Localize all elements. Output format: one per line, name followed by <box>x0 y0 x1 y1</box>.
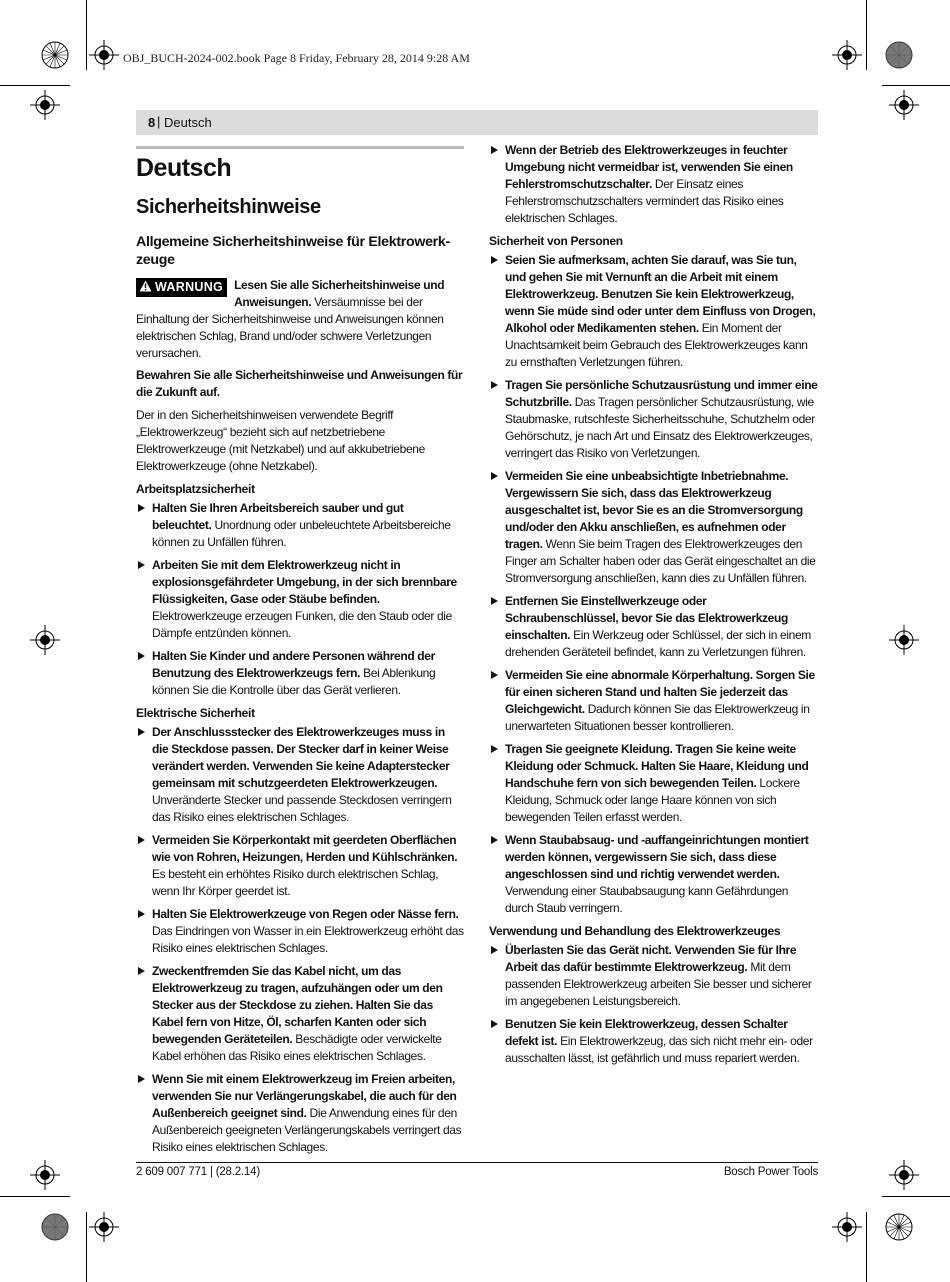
registration-mark-icon <box>40 40 70 70</box>
arrow-bullet-icon <box>138 561 145 569</box>
arrow-bullet-icon <box>491 597 498 605</box>
item-bold: Vermeiden Sie eine unbeabsichtigte Inbetriebnahme. Vergewissern Sie sich, dass das Elektrowerkzeug ausgeschaltet ist, bevor Sie es an die Stromversorgung und/oder den Akku anschließen, es aufnehmen oder tragen. <box>505 469 803 551</box>
crop-mark <box>0 1196 70 1197</box>
crop-mark <box>86 0 87 70</box>
section-heading-electrical: Elektrische Sicherheit <box>136 706 255 720</box>
target-mark-icon <box>889 90 919 120</box>
list-item <box>489 667 818 735</box>
list-item <box>136 1071 464 1156</box>
list-item <box>489 1016 818 1067</box>
registration-mark-icon <box>884 1212 914 1242</box>
item-text: Das Tragen persönlicher Schutzausrüstung, wie Staubmaske, rutschfeste Sicherheitsschuhe, Schutzhelm oder Gehörschutz, je nach Art und Einsatz des Elektrowerkzeuges, verringert das Risiko von Verletzungen. <box>505 395 815 460</box>
item-bold: Überlasten Sie das Gerät nicht. Verwenden Sie für Ihre Arbeit das dafür bestimmte Elektrowerkzeug. <box>505 943 797 974</box>
item-text: Die Anwendung eines für den Außenbereich geeigneten Verlängerungskabels verringert das Risiko eines elektrischen Schlages. <box>152 1106 462 1154</box>
item-bold: Der Anschlussstecker des Elektrowerkzeuges muss in die Steckdose passen. Der Stecker darf in keiner Weise verändert werden. Verwenden Sie keine Adapterstecker gemeinsam mit schutzgeerdeten Elektrowerkzeugen. <box>152 725 450 790</box>
usage-list <box>489 942 818 1067</box>
arrow-bullet-icon <box>491 671 498 679</box>
item-text: Dadurch können Sie das Elektrowerkzeug in unerwarteten Situationen besser kontrollieren. <box>505 702 810 733</box>
warning-badge-label: WARNUNG <box>155 280 224 294</box>
gray-registration-mark-icon <box>40 1212 70 1242</box>
print-slug: OBJ_BUCH-2024-002.book Page 8 Friday, February 28, 2014 9:28 AM <box>123 51 470 65</box>
item-bold: Seien Sie aufmerksam, achten Sie darauf, was Sie tun, und gehen Sie mit Vernunft an die Arbeit mit einem Elektrowerkzeug. Benutzen Sie kein Elektrowerkzeug, wenn Sie müde sind oder unter dem Einfluss von Drogen, Alkohol oder Medikamenten stehen. <box>505 253 816 335</box>
keep-notice: Bewahren Sie alle Sicherheitshinweise und Anweisungen für die Zukunft auf. <box>136 368 463 399</box>
crop-mark <box>866 0 867 70</box>
arrow-bullet-icon <box>491 381 498 389</box>
right-column <box>489 142 818 1073</box>
footer-doc-number: 2 609 007 771 | (28.2.14) <box>136 1166 260 1178</box>
list-item <box>489 593 818 661</box>
item-text: Mit dem passenden Elektrowerkzeug arbeiten Sie besser und sicherer im angegebenen Leistungsbereich. <box>505 960 812 1008</box>
item-text: Ein Moment der Unachtsamkeit beim Gebrauch des Elektrowerkzeuges kann zu ernsthaften Verletzungen führen. <box>505 321 808 369</box>
arrow-bullet-icon <box>491 256 498 264</box>
item-bold: Arbeiten Sie mit dem Elektrowerkzeug nicht in explosionsgefährdeter Umgebung, in der sich brennbare Flüssigkeiten, Gase oder Stäube befinden. <box>152 558 457 606</box>
electrical-list <box>136 724 464 1156</box>
list-item <box>489 142 818 227</box>
list-item <box>136 724 464 826</box>
arrow-bullet-icon <box>491 146 498 154</box>
arrow-bullet-icon <box>138 910 145 918</box>
item-text: Das Eindringen von Wasser in ein Elektrowerkzeug erhöht das Risiko eines elektrischen Schlages. <box>152 924 464 955</box>
definition-paragraph: Der in den Sicherheitshinweisen verwendete Begriff „Elektrowerkzeug“ bezieht sich auf netzbetriebene Elektrowerkzeuge (mit Netzkabel) und auf akkubetriebene Elektrowerkzeuge (ohne Netzkabel). <box>136 408 425 473</box>
item-text: Bei Ablenkung können Sie die Kontrolle über das Gerät verlieren. <box>152 666 436 697</box>
item-text: Der Einsatz eines Fehlerstromschutzschalters vermindert das Risiko eines elektrischen Schlages. <box>505 177 784 225</box>
arrow-bullet-icon <box>491 946 498 954</box>
arrow-bullet-icon <box>138 967 145 975</box>
target-mark-icon <box>30 1160 60 1190</box>
section-heading-usage: Verwendung und Behandlung des Elektrowerkzeuges <box>489 924 781 938</box>
list-item <box>136 648 464 699</box>
list-item <box>489 832 818 917</box>
subsection-title: Allgemeine Sicherheitshinweise für Elektrowerk-zeuge <box>136 234 450 268</box>
crop-mark <box>866 1212 867 1282</box>
personal-list <box>489 252 818 917</box>
item-bold: Halten Sie Kinder und andere Personen während der Benutzung des Elektrowerkzeugs fern. <box>152 649 435 680</box>
arrow-bullet-icon <box>491 836 498 844</box>
arrow-bullet-icon <box>138 652 145 660</box>
target-mark-icon <box>889 1160 919 1190</box>
footer-rule <box>136 1162 818 1163</box>
arrow-bullet-icon <box>491 1020 498 1028</box>
item-bold: Wenn Staubabsaug- und -auffangeinrichtungen montiert werden können, vergewissern Sie sich, dass diese angeschlossen sind und richtig verwendet werden. <box>505 833 809 881</box>
item-text: Ein Werkzeug oder Schlüssel, der sich in einem drehenden Geräteteil befindet, kann zu Verletzungen führen. <box>505 628 811 659</box>
warning-lead: Lesen Sie alle Sicherheitshinweise und Anweisungen. <box>234 278 445 309</box>
warning-triangle-icon <box>139 279 152 298</box>
arrow-bullet-icon <box>138 836 145 844</box>
header-separator: | <box>157 114 161 129</box>
list-item <box>489 468 818 587</box>
section-heading-workplace: Arbeitsplatzsicherheit <box>136 482 255 496</box>
item-text: Es besteht ein erhöhtes Risiko durch elektrischen Schlag, wenn Ihr Körper geerdet ist. <box>152 867 439 898</box>
arrow-bullet-icon <box>138 1075 145 1083</box>
target-mark-icon <box>832 1212 862 1242</box>
item-bold: Tragen Sie geeignete Kleidung. Tragen Sie keine weite Kleidung oder Schmuck. Halten Sie Haare, Kleidung und Handschuhe fern von sich bewegenden Teilen. <box>505 742 809 790</box>
item-bold: Tragen Sie persönliche Schutzausrüstung und immer eine Schutzbrille. <box>505 378 818 409</box>
crop-mark <box>0 85 70 86</box>
item-bold: Zweckentfremden Sie das Kabel nicht, um das Elektrowerkzeug zu tragen, aufzuhängen oder um den Stecker aus der Steckdose zu ziehen. Halten Sie das Kabel fern von Hitze, Öl, scharfen Kanten oder sich bewegenden Geräteteilen. <box>152 964 443 1046</box>
page-number: 8 <box>148 115 156 130</box>
arrow-bullet-icon <box>491 472 498 480</box>
item-text: Unordnung oder unbeleuchtete Arbeitsbereiche können zu Unfällen führen. <box>152 518 451 549</box>
item-bold: Wenn Sie mit einem Elektrowerkzeug im Freien arbeiten, verwenden Sie nur Verlängerungskabel, die auch für den Außenbereich geeignet sind. <box>152 1072 457 1120</box>
list-item <box>489 252 818 371</box>
header-language: Deutsch <box>164 115 212 130</box>
list-item <box>136 906 464 957</box>
item-bold: Entfernen Sie Einstellwerkzeuge oder Schraubenschlüssel, bevor Sie das Elektrowerkzeug einschalten. <box>505 594 788 642</box>
page-title: Deutsch <box>136 154 232 182</box>
crop-mark <box>882 1196 950 1197</box>
item-text: Lockere Kleidung, Schmuck oder lange Haare können von sich bewegenden Teilen erfasst werden. <box>505 776 800 824</box>
list-item <box>489 942 818 1010</box>
item-text: Ein Elektrowerkzeug, das sich nicht mehr ein- oder ausschalten lässt, ist gefährlich und muss repariert werden. <box>505 1034 813 1065</box>
gray-registration-mark-icon <box>884 40 914 70</box>
title-rule <box>136 146 464 149</box>
target-mark-icon <box>89 40 119 70</box>
item-bold: Wenn der Betrieb des Elektrowerkzeuges in feuchter Umgebung nicht vermeidbar ist, verwenden Sie einen Fehlerstromschutzschalter. <box>505 143 793 191</box>
target-mark-icon <box>30 625 60 655</box>
item-text: Elektrowerkzeuge erzeugen Funken, die den Staub oder die Dämpfe entzünden können. <box>152 609 452 640</box>
item-bold: Vermeiden Sie Körperkontakt mit geerdeten Oberflächen wie von Rohren, Heizungen, Herden und Kühlschränken. <box>152 833 458 864</box>
section-heading-personal: Sicherheit von Personen <box>489 234 623 248</box>
crop-mark <box>882 85 950 86</box>
item-bold: Halten Sie Ihren Arbeitsbereich sauber und gut beleuchtet. <box>152 501 404 532</box>
list-item <box>489 741 818 826</box>
arrow-bullet-icon <box>138 504 145 512</box>
target-mark-icon <box>832 40 862 70</box>
target-mark-icon <box>89 1212 119 1242</box>
item-bold: Halten Sie Elektrowerkzeuge von Regen oder Nässe fern. <box>152 907 459 921</box>
warning-text: Versäumnisse bei der Einhaltung der Sicherheitshinweise und Anweisungen können elektrischen Schlag, Brand und/oder schwere Verletzungen verursachen. <box>136 295 444 360</box>
list-item <box>136 832 464 900</box>
warning-badge <box>136 278 227 297</box>
arrow-bullet-icon <box>138 728 145 736</box>
crop-mark <box>86 1212 87 1282</box>
item-text: Unveränderte Stecker und passende Steckdosen verringern das Risiko eines elektrischen Schlages. <box>152 793 452 824</box>
workplace-list <box>136 500 464 699</box>
list-item <box>136 963 464 1065</box>
item-bold: Benutzen Sie kein Elektrowerkzeug, dessen Schalter defekt ist. <box>505 1017 788 1048</box>
item-text: Beschädigte oder verwickelte Kabel erhöhen das Risiko eines elektrischen Schlages. <box>152 1032 442 1063</box>
warning-paragraph <box>136 277 464 362</box>
list-item <box>489 377 818 462</box>
electrical-list-continued <box>489 142 818 227</box>
target-mark-icon <box>889 625 919 655</box>
item-bold: Vermeiden Sie eine abnormale Körperhaltung. Sorgen Sie für einen sicheren Stand und halten Sie jederzeit das Gleichgewicht. <box>505 668 815 716</box>
page-header <box>136 110 818 135</box>
left-column <box>136 146 464 1162</box>
footer-brand: Bosch Power Tools <box>723 1166 818 1178</box>
arrow-bullet-icon <box>491 745 498 753</box>
section-title: Sicherheitshinweise <box>136 196 321 218</box>
item-text: Wenn Sie beim Tragen des Elektrowerkzeuges den Finger am Schalter haben oder das Gerät eingeschaltet an die Stromversorgung anschließen, kann dies zu Unfällen führen. <box>505 537 816 585</box>
target-mark-icon <box>30 90 60 120</box>
item-text: Verwendung einer Staubabsaugung kann Gefährdungen durch Staub verringern. <box>505 884 789 915</box>
list-item <box>136 500 464 551</box>
list-item <box>136 557 464 642</box>
